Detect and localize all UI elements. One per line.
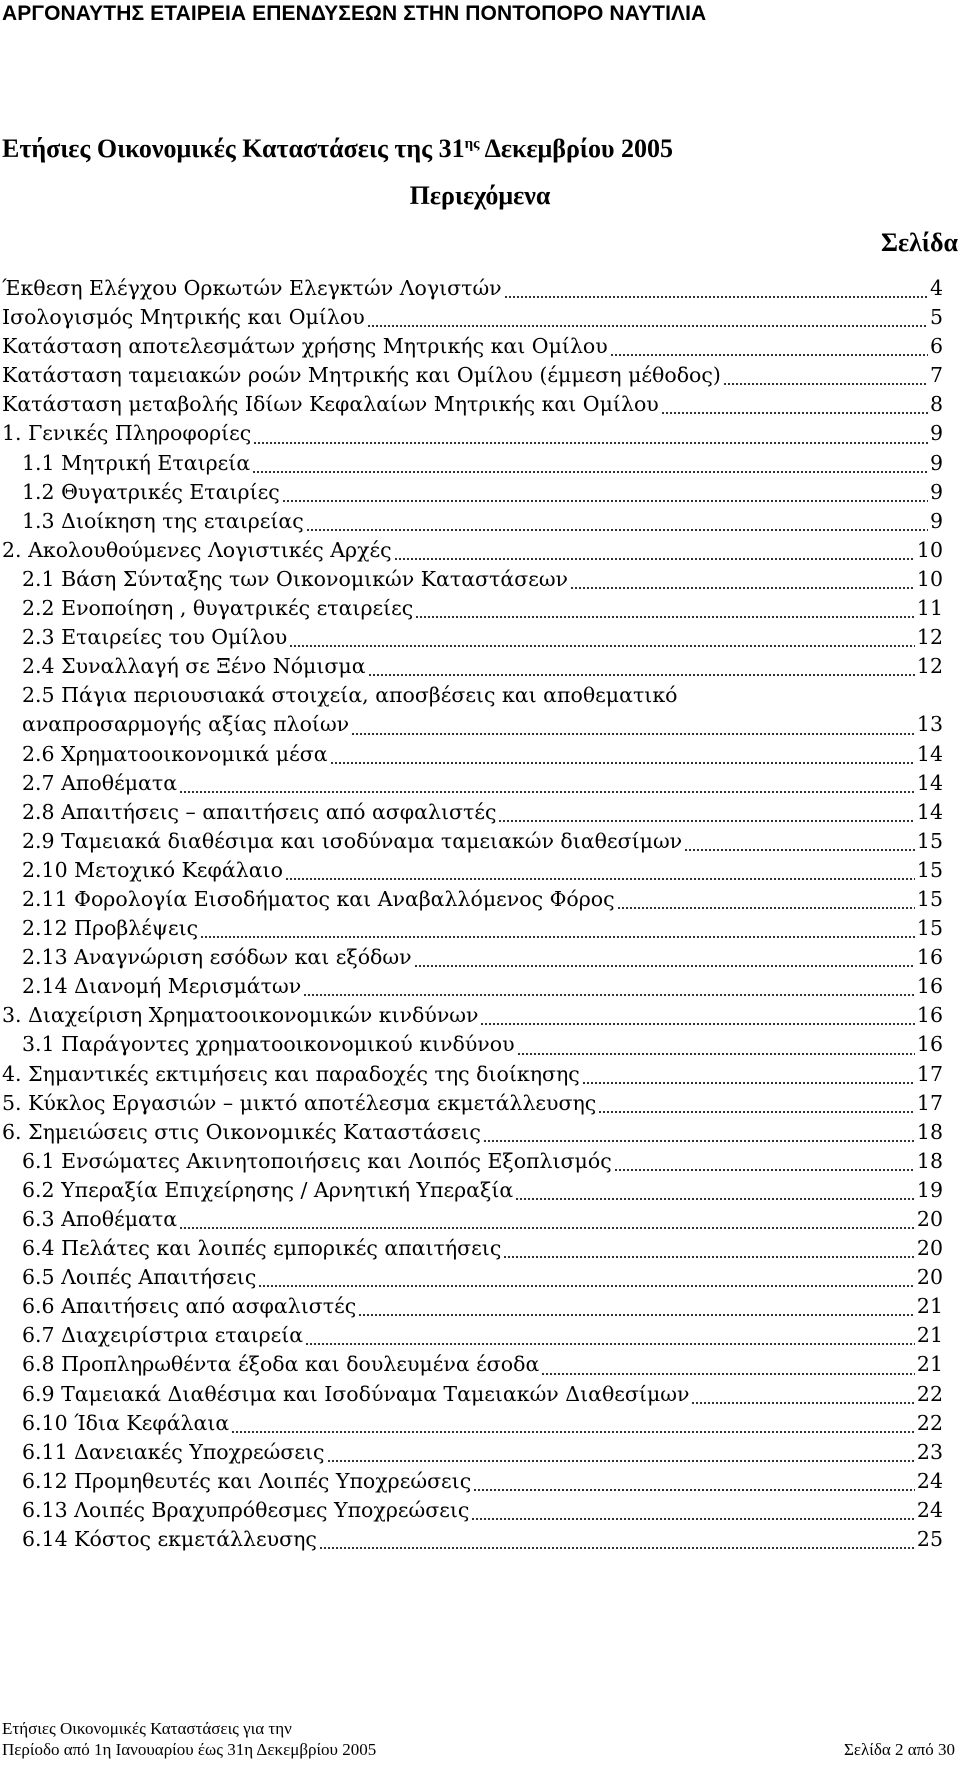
toc-entry[interactable] bbox=[0, 1438, 943, 1467]
footer-text bbox=[2, 1718, 376, 1760]
dot-leader bbox=[610, 354, 928, 356]
footer-line-1: Ετήσιες Οικονομικές Καταστάσεις για την bbox=[2, 1719, 292, 1738]
toc-entry[interactable] bbox=[0, 769, 943, 798]
toc-page-number: 20 bbox=[916, 1236, 943, 1261]
toc-entry-title: 1.3 Διοίκηση της εταιρείας bbox=[22, 508, 304, 533]
toc-entry[interactable] bbox=[0, 361, 943, 390]
toc-page-number: 15 bbox=[916, 886, 943, 911]
toc-page-number: 19 bbox=[916, 1177, 943, 1202]
toc-entry[interactable] bbox=[0, 1380, 943, 1409]
dot-leader bbox=[483, 1140, 915, 1142]
toc-page-number: 9 bbox=[929, 450, 943, 475]
toc-entry[interactable] bbox=[0, 623, 943, 652]
toc-entry-title: 4. Σημαντικές εκτιμήσεις και παραδοχές της διοίκησης bbox=[2, 1061, 580, 1086]
table-of-contents bbox=[0, 274, 943, 1554]
toc-page-number: 20 bbox=[916, 1265, 943, 1290]
toc-page-number: 6 bbox=[929, 334, 943, 359]
toc-entry[interactable] bbox=[0, 1467, 943, 1496]
toc-entry[interactable] bbox=[0, 1409, 943, 1438]
dot-leader bbox=[258, 1285, 915, 1287]
toc-entry[interactable] bbox=[0, 1118, 943, 1147]
toc-page-number: 21 bbox=[916, 1294, 943, 1319]
dot-leader bbox=[517, 1053, 915, 1055]
dot-leader bbox=[515, 1198, 915, 1200]
company-name: ΑΡΓΟΝΑΥΤΗΣ ΕΤΑΙΡΕΙΑ ΕΠΕΝΔΥΣΕΩΝ ΣΤΗΝ ΠΟΝΤΟΠΟΡΟ ΝΑΥΤΙΛΙΑ bbox=[2, 2, 707, 25]
toc-entry-title: 2.1 Βάση Σύνταξης των Οικονομικών Καταστάσεων bbox=[22, 566, 569, 591]
toc-page-number: 22 bbox=[916, 1381, 943, 1406]
toc-entry-title: 2.12 Προβλέψεις bbox=[22, 916, 199, 941]
dot-leader bbox=[415, 616, 915, 618]
dot-leader bbox=[285, 878, 915, 880]
dot-leader bbox=[617, 907, 915, 909]
toc-entry[interactable] bbox=[0, 1001, 943, 1030]
toc-entry-title: 2.11 Φορολογία Εισοδήματος και Αναβαλλόμενος Φόρος bbox=[22, 886, 615, 911]
toc-entry-title: 2.7 Αποθέματα bbox=[22, 770, 178, 795]
toc-page-number: 11 bbox=[916, 596, 943, 621]
toc-entry-title: Κατάσταση μεταβολής Ιδίων Κεφαλαίων Μητρικής και Ομίλου bbox=[2, 392, 659, 417]
toc-entry[interactable] bbox=[0, 536, 943, 565]
toc-entry[interactable] bbox=[0, 972, 943, 1001]
dot-leader bbox=[306, 529, 928, 531]
toc-entry-title: 6.4 Πελάτες και λοιπές εμπορικές απαιτήσεις bbox=[22, 1236, 502, 1261]
toc-entry-title: 3. Διαχείριση Χρηματοοικονομικών κινδύνων bbox=[2, 1003, 479, 1028]
toc-page-number: 17 bbox=[916, 1061, 943, 1086]
toc-entry-title: 6.11 Δανειακές Υποχρεώσεις bbox=[22, 1439, 325, 1464]
toc-entry[interactable] bbox=[0, 1292, 943, 1321]
toc-page-number: 9 bbox=[929, 421, 943, 446]
toc-entry[interactable] bbox=[0, 594, 943, 623]
toc-entry-title: 2.5 Πάγια περιουσιακά στοιχεία, αποσβέσεις και αποθεματικό bbox=[22, 683, 678, 708]
toc-entry[interactable] bbox=[0, 1525, 943, 1554]
toc-entry[interactable] bbox=[0, 449, 943, 478]
toc-entry[interactable] bbox=[0, 1030, 943, 1059]
toc-page-number: 16 bbox=[916, 974, 943, 999]
toc-entry[interactable] bbox=[0, 740, 943, 769]
toc-entry-title: 6.10 Ίδια Κεφάλαια bbox=[22, 1410, 230, 1435]
dot-leader bbox=[367, 325, 928, 327]
toc-page-number: 18 bbox=[916, 1148, 943, 1173]
footer-line-2: Περίοδο από 1η Ιανουαρίου έως 31η Δεκεμβρίου 2005 bbox=[2, 1740, 377, 1759]
toc-entry-title: 2.4 Συναλλαγή σε Ξένο Νόμισμα bbox=[22, 654, 366, 679]
toc-entry[interactable] bbox=[0, 885, 943, 914]
toc-entry-title: 6.2 Υπεραξία Επιχείρησης / Αρνητική Υπεραξία bbox=[22, 1177, 514, 1202]
toc-page-number: 9 bbox=[929, 508, 943, 533]
toc-entry[interactable] bbox=[0, 1234, 943, 1263]
toc-page-number: 15 bbox=[916, 916, 943, 941]
dot-leader bbox=[498, 820, 914, 822]
dot-leader bbox=[480, 1023, 914, 1025]
dot-leader bbox=[473, 1489, 915, 1491]
toc-page-number: 9 bbox=[929, 479, 943, 504]
dot-leader bbox=[179, 791, 915, 793]
toc-entry-title: 6.8 Προπληρωθέντα έξοδα και δουλευμένα έσοδα bbox=[22, 1352, 540, 1377]
dot-leader bbox=[503, 1256, 915, 1258]
toc-page-number: 15 bbox=[916, 828, 943, 853]
toc-entry[interactable] bbox=[0, 798, 943, 827]
dot-leader bbox=[200, 936, 915, 938]
dot-leader bbox=[303, 994, 915, 996]
dot-leader bbox=[614, 1169, 915, 1171]
toc-entry[interactable] bbox=[0, 914, 943, 943]
dot-leader bbox=[570, 587, 915, 589]
toc-page-number: 10 bbox=[916, 537, 943, 562]
toc-page-number: 4 bbox=[929, 276, 943, 300]
toc-page-number: 23 bbox=[916, 1439, 943, 1464]
dot-leader bbox=[351, 733, 915, 735]
toc-entry-title: 6.13 Λοιπές Βραχυπρόθεσμες Υποχρεώσεις bbox=[22, 1497, 470, 1522]
toc-page-number: 18 bbox=[916, 1119, 943, 1144]
toc-page-number: 12 bbox=[916, 654, 943, 679]
toc-page-number: 14 bbox=[916, 799, 943, 824]
dot-leader bbox=[179, 1227, 915, 1229]
dot-leader bbox=[504, 296, 928, 298]
toc-page-number: 14 bbox=[916, 741, 943, 766]
toc-page-number: 16 bbox=[916, 945, 943, 970]
toc-entry[interactable] bbox=[0, 1321, 943, 1350]
toc-page-number: 21 bbox=[916, 1323, 943, 1348]
toc-entry-title: Κατάσταση αποτελεσμάτων χρήσης Μητρικής και Ομίλου bbox=[2, 334, 608, 359]
dot-leader bbox=[368, 674, 915, 676]
dot-leader bbox=[582, 1082, 915, 1084]
toc-page-number: 5 bbox=[929, 305, 943, 330]
toc-entry-title: Κατάσταση ταμειακών ροών Μητρικής και Ομίλου (έμμεση μέθοδος) bbox=[2, 363, 721, 388]
toc-page-number: 25 bbox=[916, 1527, 943, 1552]
toc-entry[interactable] bbox=[0, 478, 943, 507]
dot-leader bbox=[282, 500, 928, 502]
toc-entry-title: 2.8 Απαιτήσεις – απαιτήσεις από ασφαλιστές bbox=[22, 799, 497, 824]
toc-entry-title: 6.6 Απαιτήσεις από ασφαλιστές bbox=[22, 1294, 357, 1319]
toc-entry-title: 1. Γενικές Πληροφορίες bbox=[2, 421, 252, 446]
toc-entry-title: Ισολογισμός Μητρικής και Ομίλου bbox=[2, 305, 365, 330]
document-title bbox=[2, 134, 673, 164]
dot-leader bbox=[231, 1431, 915, 1433]
toc-entry[interactable] bbox=[0, 652, 943, 681]
toc-entry[interactable] bbox=[0, 827, 943, 856]
contents-heading: Περιεχόμενα bbox=[409, 181, 551, 210]
toc-entry[interactable] bbox=[0, 1147, 943, 1176]
toc-entry[interactable] bbox=[0, 1060, 943, 1089]
toc-page-number: 21 bbox=[916, 1352, 943, 1377]
dot-leader bbox=[541, 1373, 915, 1375]
toc-entry[interactable] bbox=[0, 303, 943, 332]
dot-leader bbox=[327, 1460, 915, 1462]
toc-entry-title: 2.2 Ενοποίηση , θυγατρικές εταιρείες bbox=[22, 596, 414, 621]
toc-page-number: 10 bbox=[916, 566, 943, 591]
toc-page-number: 12 bbox=[916, 625, 943, 650]
dot-leader bbox=[394, 558, 915, 560]
toc-page-number: 17 bbox=[916, 1090, 943, 1115]
toc-entry-title: 6. Σημειώσεις στις Οικονομικές Καταστάσεις bbox=[2, 1119, 481, 1144]
title-prefix: Ετήσιες Οικονομικές Καταστάσεις της 31 bbox=[2, 134, 465, 163]
toc-entry[interactable] bbox=[0, 390, 943, 419]
toc-entry[interactable] bbox=[0, 1205, 943, 1234]
toc-entry[interactable] bbox=[0, 565, 943, 594]
dot-leader bbox=[691, 1402, 914, 1404]
dot-leader bbox=[661, 412, 928, 414]
toc-entry-title: 2.3 Εταιρείες του Ομίλου bbox=[22, 625, 288, 650]
dot-leader bbox=[684, 849, 915, 851]
toc-entry-title: 2.13 Αναγνώριση εσόδων και εξόδων bbox=[22, 945, 412, 970]
toc-entry[interactable] bbox=[0, 856, 943, 885]
toc-page-number: 14 bbox=[916, 770, 943, 795]
toc-entry-title: 5. Κύκλος Εργασιών – μικτό αποτέλεσμα εκμετάλλευσης bbox=[2, 1090, 597, 1115]
toc-entry[interactable] bbox=[0, 943, 943, 972]
dot-leader bbox=[289, 645, 915, 647]
toc-entry-title: 2.10 Μετοχικό Κεφάλαιο bbox=[22, 857, 283, 882]
dot-leader bbox=[305, 1343, 915, 1345]
toc-entry[interactable] bbox=[0, 419, 943, 448]
toc-entry-title: 1.1 Μητρική Εταιρεία bbox=[22, 450, 251, 475]
toc-entry[interactable] bbox=[0, 274, 943, 303]
toc-entry[interactable] bbox=[0, 1089, 943, 1118]
toc-page-number: 7 bbox=[929, 363, 943, 388]
toc-page-number: 24 bbox=[916, 1468, 943, 1493]
toc-page-number: 22 bbox=[916, 1410, 943, 1435]
title-superscript: ης bbox=[464, 136, 480, 152]
toc-entry[interactable] bbox=[0, 1350, 943, 1379]
dot-leader bbox=[330, 762, 915, 764]
dot-leader bbox=[414, 965, 915, 967]
toc-entry-title: 6.7 Διαχειρίστρια εταιρεία bbox=[22, 1323, 304, 1348]
toc-entry[interactable] bbox=[0, 1176, 943, 1205]
dot-leader bbox=[471, 1518, 915, 1520]
page-column-heading: Σελίδα bbox=[881, 228, 958, 257]
toc-page-number: 13 bbox=[916, 712, 943, 737]
toc-page-number: 24 bbox=[916, 1497, 943, 1522]
dot-leader bbox=[723, 383, 928, 385]
toc-page-number: 16 bbox=[916, 1003, 943, 1028]
dot-leader bbox=[358, 1314, 915, 1316]
toc-entry[interactable] bbox=[0, 332, 943, 361]
toc-entry-title: 6.9 Ταμειακά Διαθέσιμα και Ισοδύναμα Ταμειακών Διαθεσίμων bbox=[22, 1381, 690, 1406]
toc-entry[interactable] bbox=[0, 507, 943, 536]
toc-entry-title: 2.6 Χρηματοοικονομικά μέσα bbox=[22, 741, 328, 766]
toc-entry[interactable] bbox=[0, 1263, 943, 1292]
dot-leader bbox=[319, 1547, 915, 1549]
toc-entry-title: 6.12 Προμηθευτές και Λοιπές Υποχρεώσεις bbox=[22, 1468, 472, 1493]
toc-entry-title: 2.9 Ταμειακά διαθέσιμα και ισοδύναμα ταμειακών διαθεσίμων bbox=[22, 828, 683, 853]
toc-entry-title: 6.14 Κόστος εκμετάλλευσης bbox=[22, 1527, 317, 1552]
dot-leader bbox=[252, 471, 928, 473]
toc-entry-title: 6.1 Ενσώματες Ακινητοποιήσεις και Λοιπός Εξοπλισμός bbox=[22, 1148, 612, 1173]
footer-page-number: Σελίδα 2 από 30 bbox=[843, 1740, 955, 1759]
toc-entry-title: 3.1 Παράγοντες χρηματοοικονομικού κινδύνου bbox=[22, 1032, 515, 1057]
toc-entry[interactable] bbox=[0, 681, 943, 739]
toc-page-number: 15 bbox=[916, 857, 943, 882]
toc-entry-title-continued: αναπροσαρμογής αξίας πλοίων bbox=[22, 712, 350, 737]
toc-entry[interactable] bbox=[0, 1496, 943, 1525]
dot-leader bbox=[598, 1111, 915, 1113]
dot-leader bbox=[253, 442, 928, 444]
toc-entry-title: 2. Ακολουθούμενες Λογιστικές Αρχές bbox=[2, 537, 392, 562]
toc-page-number: 16 bbox=[916, 1032, 943, 1057]
title-suffix: Δεκεμβρίου 2005 bbox=[479, 134, 673, 163]
toc-entry-title: 6.5 Λοιπές Απαιτήσεις bbox=[22, 1265, 257, 1290]
toc-entry-title: Έκθεση Ελέγχου Ορκωτών Ελεγκτών Λογιστών bbox=[2, 276, 502, 300]
toc-page-number: 8 bbox=[929, 392, 943, 417]
toc-entry-title: 6.3 Αποθέματα bbox=[22, 1207, 178, 1231]
toc-entry-title: 1.2 Θυγατρικές Εταιρίες bbox=[22, 479, 280, 504]
toc-entry-title: 2.14 Διανομή Μερισμάτων bbox=[22, 974, 302, 999]
toc-page-number: 20 bbox=[916, 1207, 943, 1231]
